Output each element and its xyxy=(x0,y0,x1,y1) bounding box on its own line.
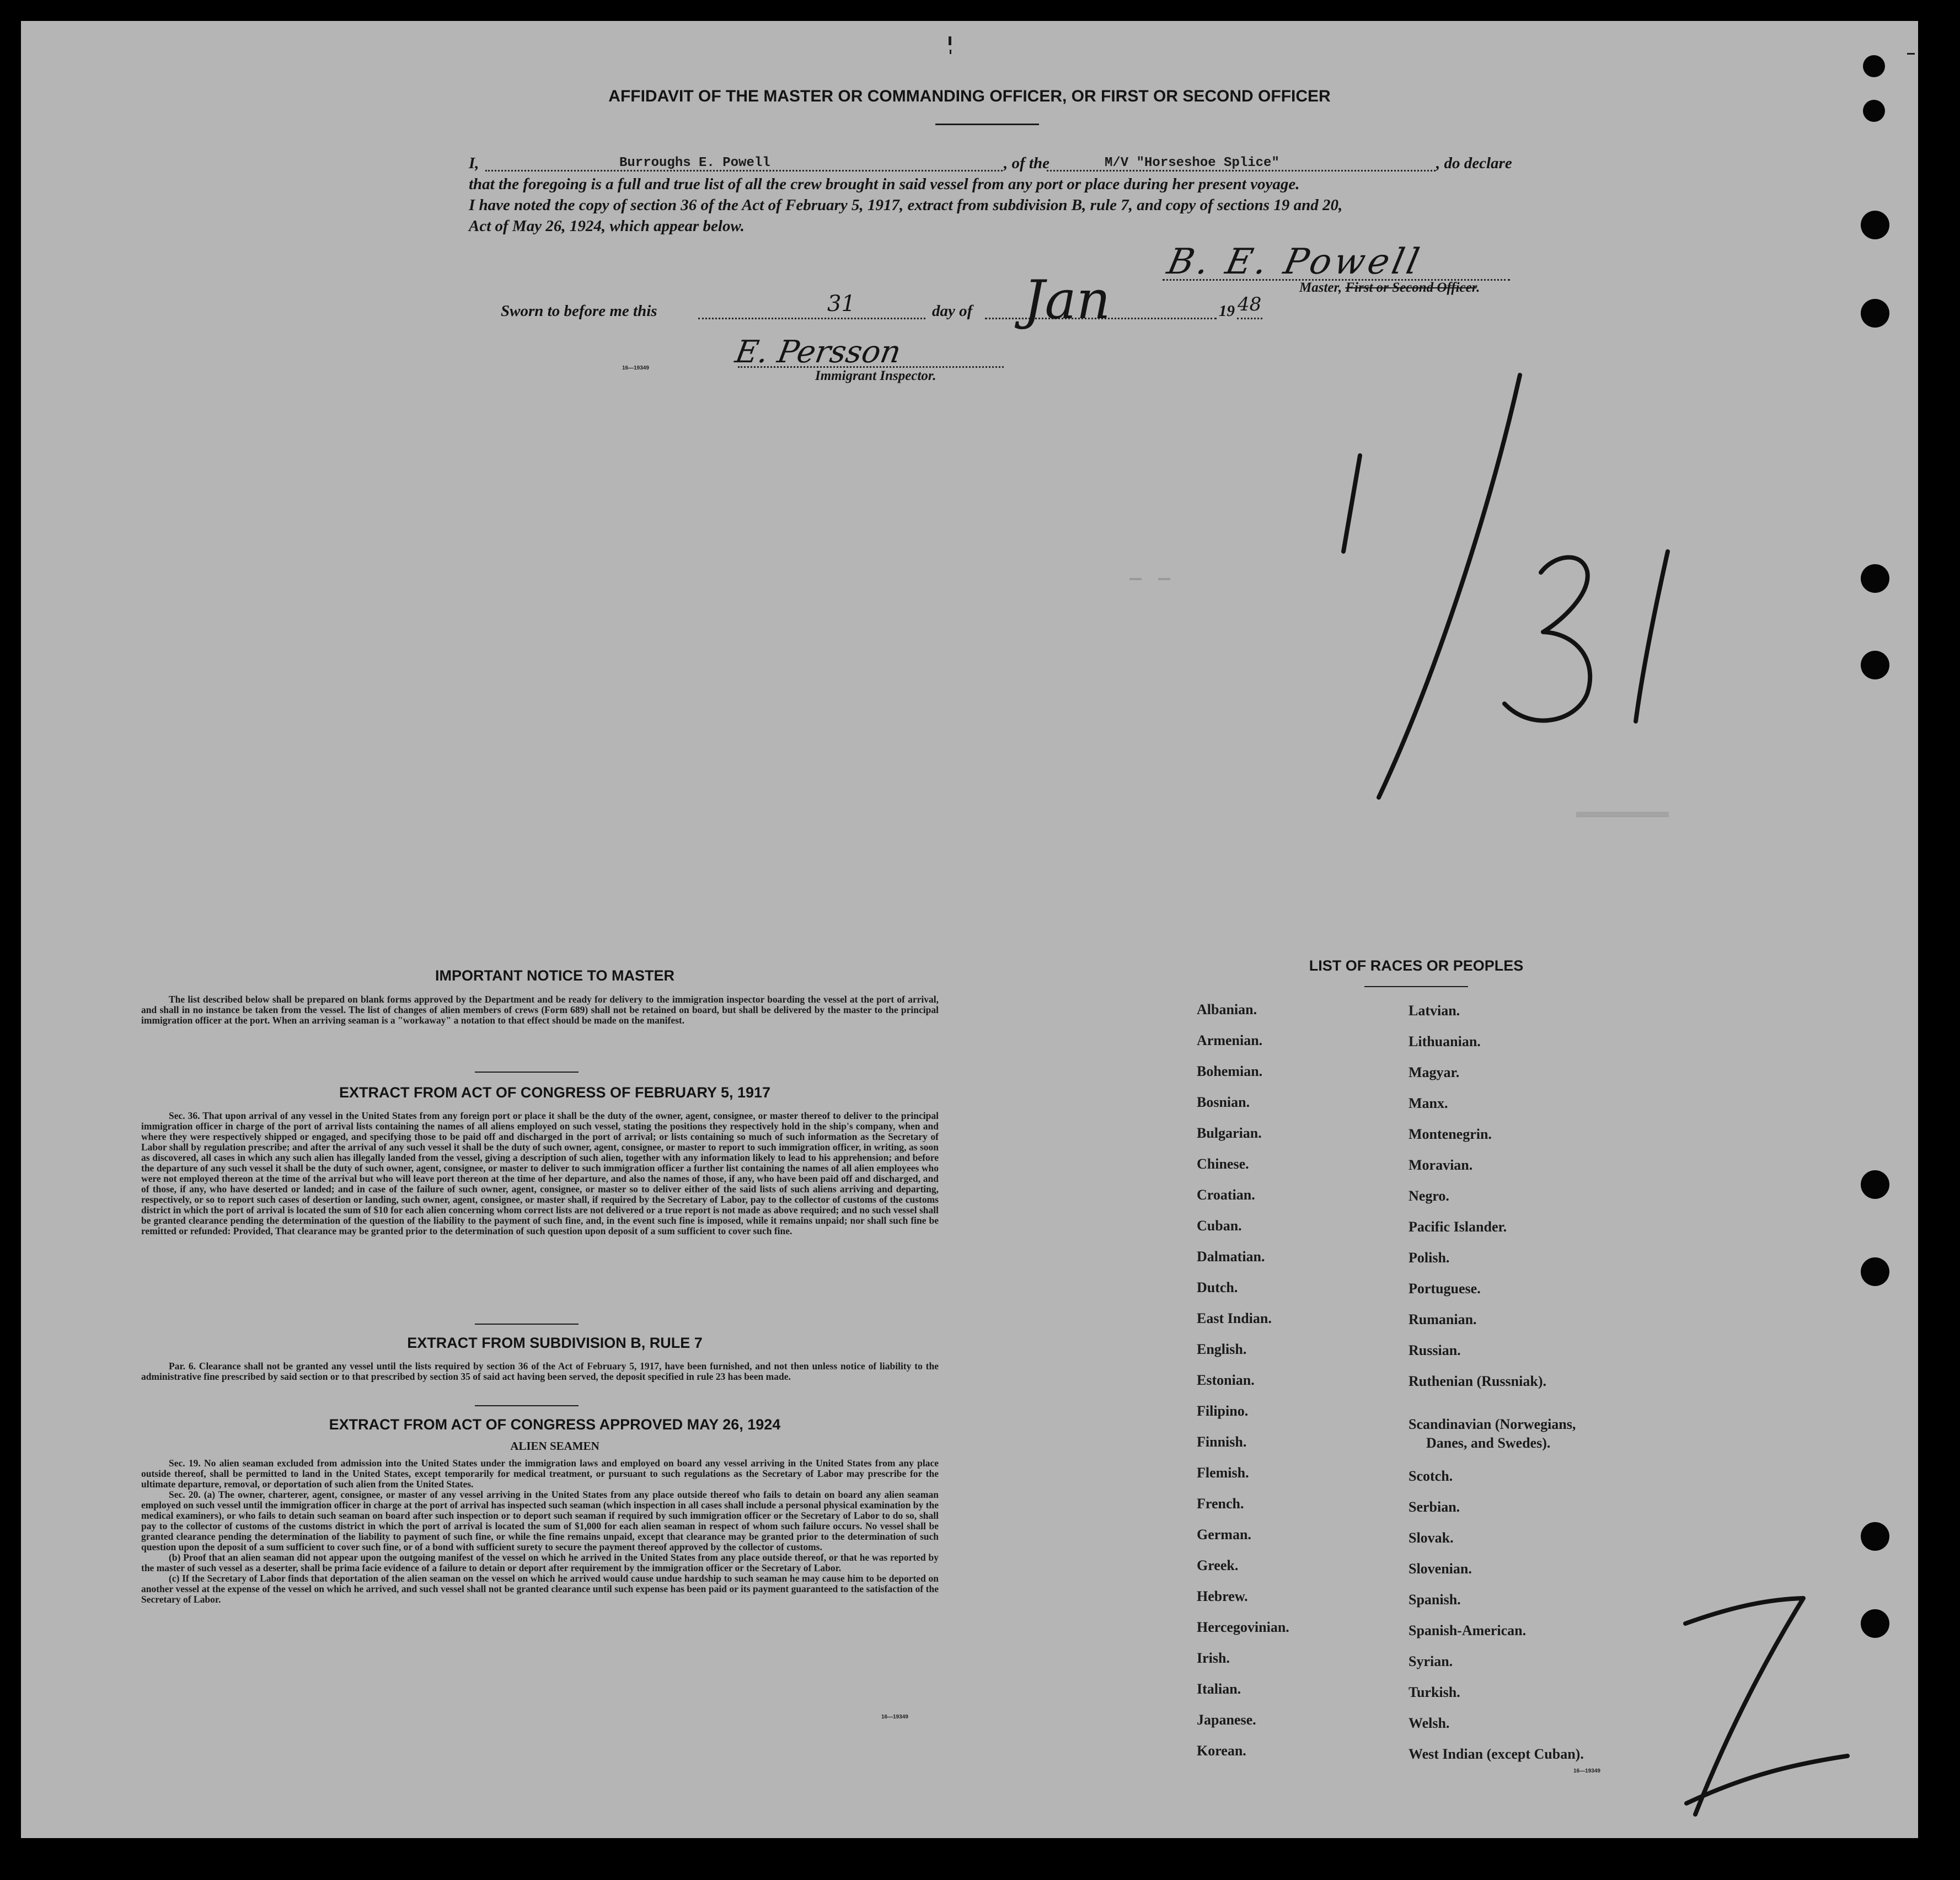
year-prefix: 19 xyxy=(1219,302,1235,320)
master-name: Burroughs E. Powell xyxy=(619,156,770,170)
handwritten-3 xyxy=(1504,558,1590,721)
race-item: Moravian. xyxy=(1409,1157,1473,1173)
race-item: Negro. xyxy=(1409,1188,1449,1204)
race-item: Welsh. xyxy=(1409,1715,1450,1731)
race-item: Latvian. xyxy=(1409,1003,1460,1019)
race-item: Dalmatian. xyxy=(1197,1249,1265,1265)
race-item: Russian. xyxy=(1409,1342,1461,1358)
month-value: Jan xyxy=(1024,269,1111,331)
extract-1917-title: EXTRACT FROM ACT OF CONGRESS OF FEBRUARY 5, 1917 xyxy=(339,1084,771,1101)
race-item: Armenian. xyxy=(1197,1032,1263,1048)
affidavit-body-line1: that the foregoing is a full and true list of all the crew brought in said vessel from any port or place during her present voyage. xyxy=(469,175,1300,193)
race-item: Japanese. xyxy=(1197,1712,1256,1728)
race-item: Scotch. xyxy=(1409,1468,1453,1484)
race-item: Estonian. xyxy=(1197,1372,1255,1388)
notice-title: IMPORTANT NOTICE TO MASTER xyxy=(435,967,674,984)
race-item: English. xyxy=(1197,1341,1247,1357)
handwritten-1 xyxy=(1343,456,1360,551)
divider xyxy=(475,1072,579,1073)
race-item: Scandinavian (Norwegians, xyxy=(1409,1416,1576,1432)
divider xyxy=(1364,986,1468,987)
affidavit-body-line3: Act of May 26, 1924, which appear below. xyxy=(469,217,745,235)
notice-text xyxy=(141,994,939,1026)
race-item: Pacific Islander. xyxy=(1409,1219,1507,1235)
handwritten-slash xyxy=(1379,375,1520,797)
race-item: Magyar. xyxy=(1409,1064,1460,1080)
race-item: Hercegovinian. xyxy=(1197,1619,1289,1635)
race-item: East Indian. xyxy=(1197,1310,1272,1326)
extract-1917-text xyxy=(141,1111,939,1236)
inspector-signature: E. Persson xyxy=(732,334,904,370)
do-declare-label: , do declare xyxy=(1436,154,1512,172)
race-item: German. xyxy=(1197,1527,1251,1542)
affidavit-title: AFFIDAVIT OF THE MASTER OR COMMANDING OFFICER, OR FIRST OR SECOND OFFICER xyxy=(608,87,1331,105)
extract-form-number: 16—19349 xyxy=(881,1714,908,1720)
race-item: Italian. xyxy=(1197,1681,1241,1697)
races-form-number: 16—19349 xyxy=(1573,1768,1600,1774)
race-item: Syrian. xyxy=(1409,1653,1453,1669)
day-of-label: day of xyxy=(932,302,973,320)
notice-paragraph: The list described below shall be prepared on blank forms approved by the Department and be ready for delivery to the immigration inspector boarding the vessel at the port of arrival, and shall in no instance be taken from the vessel. The list of changes of alien members of crews (Form 689) shall not be retained on board, but shall be delivered by the master to the principal immigration officer at the port. When an arriving seaman is a "workaway" a notation to that effect should be made on the manifest. xyxy=(141,994,939,1026)
day-value: 31 xyxy=(827,291,855,317)
race-item: Slovak. xyxy=(1409,1530,1454,1546)
race-item: Danes, and Swedes). xyxy=(1426,1435,1551,1451)
master-signature: B. E. Powell xyxy=(1164,242,1426,282)
race-item: Greek. xyxy=(1197,1557,1239,1573)
affidavit-body-line2: I have noted the copy of section 36 of the Act of February 5, 1917, extract from subdivision B, rule 7, and copy of sections 19 and 20, xyxy=(469,196,1343,214)
vessel-name: M/V "Horseshoe Splice" xyxy=(1105,156,1279,170)
race-item: Cuban. xyxy=(1197,1218,1242,1234)
handwritten-1b xyxy=(1636,551,1668,721)
race-item: Montenegrin. xyxy=(1409,1126,1492,1142)
rule7-title: EXTRACT FROM SUBDIVISION B, RULE 7 xyxy=(407,1335,703,1351)
par6-paragraph: Par. 6. Clearance shall not be granted any vessel until the lists required by section 36 of the Act of February 5, 1917, have been furnished, and not then unless notice of liability to the administrative fine prescribed by said section or to that prescribed by section 35 of said act having been served, the deposit specified in rule 23 has been made. xyxy=(141,1361,939,1382)
race-item: Chinese. xyxy=(1197,1156,1249,1172)
race-item: French. xyxy=(1197,1496,1244,1512)
period: . xyxy=(1476,280,1480,295)
sec20c-paragraph: (c) If the Secretary of Labor finds that deportation of the alien seaman on the vessel on which he arrived would cause undue hardship to such seaman he may cause him to be deported on another vessel at the expense of the vessel on which he arrived, and such vessel shall not be granted clearance until such expense has been paid or its payment guaranteed to the satisfaction of the Secretary of Labor. xyxy=(141,1573,939,1605)
affidavit-form-number: 16—19349 xyxy=(622,365,649,371)
race-item: Finnish. xyxy=(1197,1434,1247,1450)
sec20a-paragraph: Sec. 20. (a) The owner, charterer, agent, consignee, or master of any vessel arriving in the United States from any place outside thereof who fails to detain on board any alien seaman employed on such vessel until the immigration officer in charge at the port of arrival has inspected such seaman (which inspection in all cases shall include a personal physical examination by the medical examiners), or who fails to detain such seaman on board after such inspection or to deport such seaman if required by such immigration officer or the Secretary of Labor to do so, shall pay to the collector of customs of the customs district in which the port of arrival is located the sum of $1,000 for each alien seaman in respect of whom such failure occurs. No vessel shall be granted clearance pending the determination of the liability to payment of such fine, or while the fine remains unpaid, except that clearance may be granted prior to the determination of such question upon the deposit of a sum sufficient to cover such fine, or of a bond with sufficient surety to secure the payment thereof approved by the collector of customs. xyxy=(141,1489,939,1552)
race-item: Flemish. xyxy=(1197,1465,1249,1481)
sec19-paragraph: Sec. 19. No alien seaman excluded from admission into the United States under the immigration laws and employed on board any vessel arriving in the United States from any place outside thereof, shall be permitted to land in the United States, except temporarily for medical treatment, or pursuant to such regulations as the Secretary of Labor may prescribe for the ultimate departure, removal, or deportation of such alien from the United States. xyxy=(141,1458,939,1490)
race-item: Filipino. xyxy=(1197,1403,1249,1419)
sec20b-paragraph: (b) Proof that an alien seaman did not appear upon the outgoing manifest of the vessel on which he arrived in the United States from any place outside thereof, or that he was reported by the master of such vessel as a deserter, shall be prima facie evidence of a failure to detain or deport after requirement by the immigration officer or the Secretary of Labor. xyxy=(141,1552,939,1573)
race-item: Albanian. xyxy=(1197,1001,1257,1017)
race-item: West Indian (except Cuban). xyxy=(1409,1746,1584,1762)
race-item: Serbian. xyxy=(1409,1499,1460,1515)
sworn-label: Sworn to before me this xyxy=(501,302,657,320)
extract-1924-title: EXTRACT FROM ACT OF CONGRESS APPROVED MAY 26, 1924 xyxy=(329,1416,781,1433)
race-item: Polish. xyxy=(1409,1250,1450,1266)
struck-officer-text: First or Second Officer xyxy=(1345,280,1477,295)
race-item: Spanish. xyxy=(1409,1592,1461,1608)
master-text: Master, xyxy=(1299,280,1342,295)
race-item: Dutch. xyxy=(1197,1279,1238,1295)
extract-1924-text xyxy=(141,1458,939,1605)
year-value: 48 xyxy=(1238,293,1262,315)
race-item: Turkish. xyxy=(1409,1684,1460,1700)
race-item: Rumanian. xyxy=(1409,1311,1477,1327)
alien-seamen-subtitle: ALIEN SEAMEN xyxy=(510,1439,599,1453)
sec36-paragraph: Sec. 36. That upon arrival of any vessel in the United States from any foreign port or place it shall be the duty of the owner, agent, consignee, or master thereof to deliver to the principal immigration officer in charge of the port of arrival lists containing the names of all aliens employed on such vessel, stating the positions they respectively hold in the ship's company, when and where they were respectively shipped or engaged, and specifying those to be paid off and discharged in the port of arrival; or lists containing so much of such information as the Secretary of Labor shall by regulation prescribe; and after the arrival of any such vessel it shall be the duty of such owner, agent, consignee, or master to report to such immigration officer, in writing, as soon as discovered, all cases in which any such alien has illegally landed from the vessel, giving a description of such alien, together with any information likely to lead to his apprehension; and before the departure of any such vessel it shall be the duty of such owner, agent, consignee, or master to deliver to such immigration officer a further list containing the names of all alien employees who were not employed thereon at the time of the arrival but who will leave port thereon at the time of her departure, and also the names of those, if any, who have been paid off and discharged, and of those, if any, who have deserted or landed; and in case of the failure of such owner, agent, consignee, or master so to deliver either of the said lists of such aliens arriving and departing, respectively, or so to report such cases of desertion or landing, such owner, agent, consignee, or master shall, if required by the Secretary of Labor, pay to the collector of customs of the customs district in which the port of arrival is located the sum of $10 for each alien concerning whom correct lists are not delivered or a true report is not made as above required; and no such vessel shall be granted clearance pending the determination of the question of the liability to the payment of such fine, and, in the event such fine is imposed, while it remains unpaid; nor shall such fine be remitted or refunded: Provided, That clearance may be granted prior to the determination of such question upon deposit of a sum sufficient to cover such fine. xyxy=(141,1110,939,1236)
inspector-label: Immigrant Inspector. xyxy=(815,368,936,383)
affidavit-i: I, xyxy=(469,154,479,172)
race-item: Slovenian. xyxy=(1409,1561,1472,1577)
race-item: Ruthenian (Russniak). xyxy=(1409,1373,1546,1389)
race-item: Spanish-American. xyxy=(1409,1622,1527,1638)
race-item: Irish. xyxy=(1197,1650,1230,1666)
race-item: Croatian. xyxy=(1197,1187,1255,1203)
race-item: Bulgarian. xyxy=(1197,1125,1262,1141)
race-item: Lithuanian. xyxy=(1409,1033,1481,1049)
rule7-text xyxy=(141,1361,939,1382)
races-title: LIST OF RACES OR PEOPLES xyxy=(1309,957,1524,974)
race-item: Korean. xyxy=(1197,1743,1246,1759)
of-the-label: , of the xyxy=(1004,154,1049,172)
race-item: Bohemian. xyxy=(1197,1063,1263,1079)
race-item: Portuguese. xyxy=(1409,1281,1481,1297)
divider xyxy=(475,1405,579,1406)
race-item: Bosnian. xyxy=(1197,1094,1250,1110)
document-page xyxy=(21,21,1918,1838)
divider xyxy=(475,1324,579,1325)
race-item: Hebrew. xyxy=(1197,1588,1248,1604)
race-item: Manx. xyxy=(1409,1095,1448,1111)
